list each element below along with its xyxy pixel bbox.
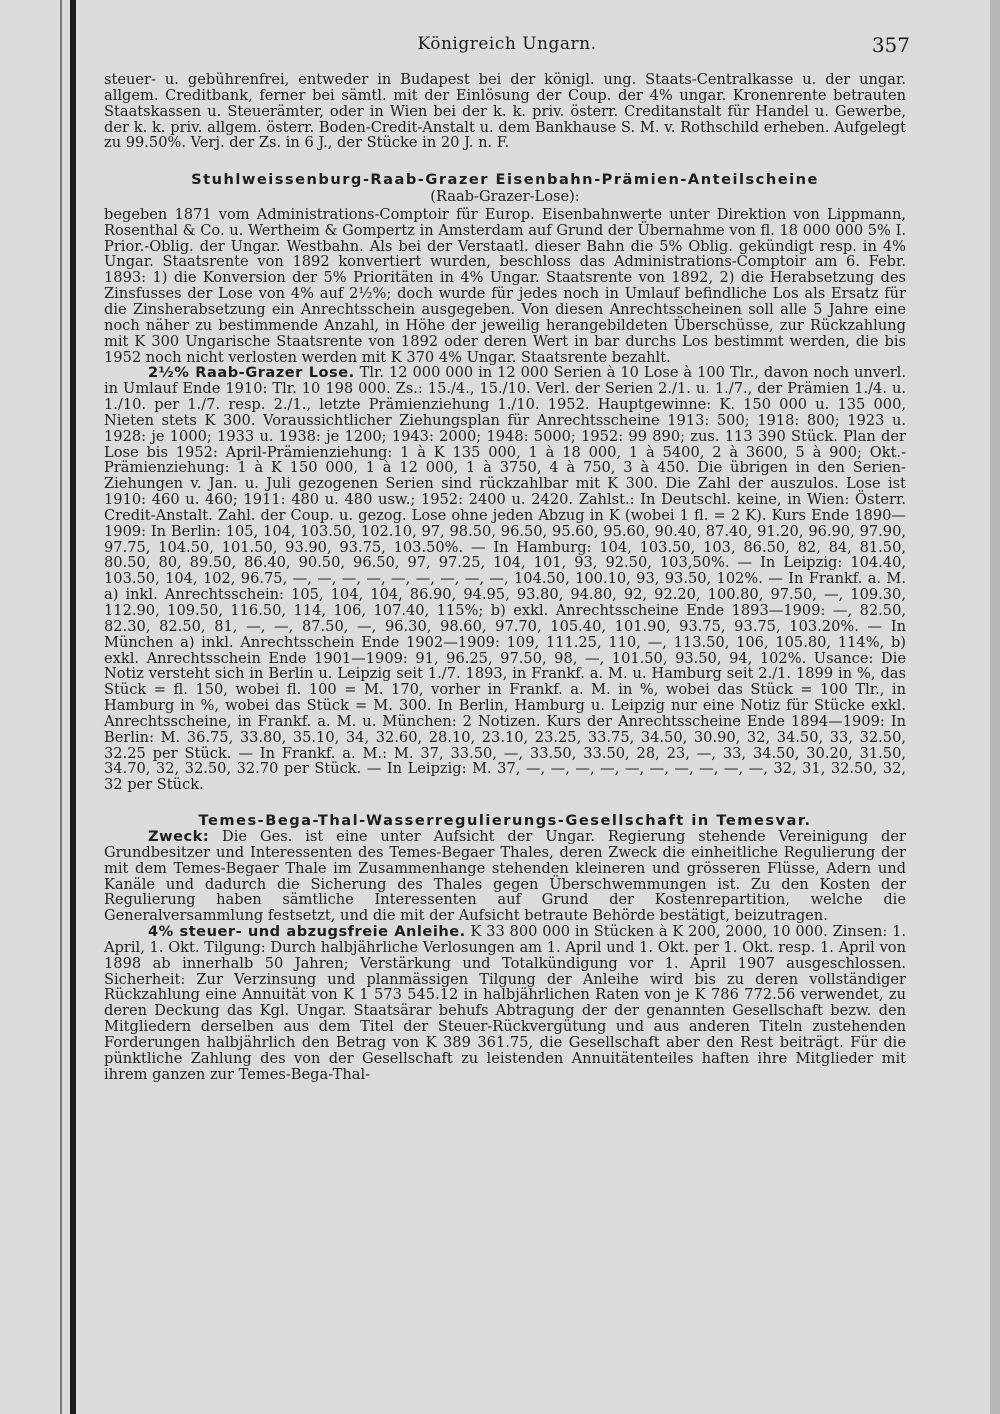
section-heading-raab-grazer: Stuhlweissenburg-Raab-Grazer Eisenbahn-Prämien-Anteilscheine xyxy=(191,171,819,189)
page-number: 357 xyxy=(871,33,910,57)
raab-grazer-history-paragraph: begeben 1871 vom Administrations-Comptoir für Europ. Eisenbahnwerte unter Direktion von Lippmann, Rosenthal & Co. u. Wertheim & Gompertz in Amsterdam auf Grund der Übernahme von fl. 18 000 000 5% I. Prior.-Oblig. der Ungar. Westbahn. Als bei der Verstaatl. dieser Bahn die 5% Oblig. gekündigt resp. in 4% Ungar. Staatsrente von 1892 konvertiert wurden, beschloss das Administrations-Comptoir am 6. Febr. 1893: 1) die Konversion der 5% Prioritäten in 4% Ungar. Staatsrente von 1892, 2) die Herabsetzung des Zinsfusses der Lose von 4% auf 2½%; doch wurde für jedes noch in Umlauf befindliche Los als Ersatz für die Zinsherabsetzung ein Anrechtsschein ausgegeben. Von diesen Anrechtsscheinen soll alle 5 Jahre eine noch näher zu bestimmende Anzahl, in Höhe der jeweilig herangebildeten Überschüsse, zur Rückzahlung mit K 300 Ungarische Staatsrente von 1892 oder deren Wert in bar durchs Los bestimmt werden, die bis 1952 noch nicht verlosten werden mit K 370 4% Ungar. Staatsrente bezahlt. xyxy=(104,205,906,366)
raab-grazer-lose-title: 2½% Raab-Grazer Lose. xyxy=(148,364,355,382)
temes-bega-purpose-label: Zweck: xyxy=(148,827,210,845)
temes-bega-purpose-text: Die Ges. ist eine unter Aufsicht der Ungar. Regierung stehende Vereinigung der Grundbesitzer und Interessenten des Temes-Begaer Thales, deren Zweck die einheitliche Regulierung der mit dem Temes-Begaer Thale im Zusammenhange stehenden kleineren und grösseren Flüsse, Adern und Kanäle und dadurch die Sicherung des Thales gegen Überschwemmungen ist. Zu den Kosten der Regulierung haben sämtliche Interessenten auf Grund der Kostenrepartition, welche die Generalversammlung festsetzt, und die mit der Aufsicht betraute Behörde bestätigt, beizutragen. xyxy=(104,827,906,925)
binding-edge xyxy=(70,0,76,1414)
page-header xyxy=(104,34,910,56)
temes-bega-loan-paragraph xyxy=(104,924,906,1082)
page-gutter-shadow xyxy=(60,0,62,1414)
raab-grazer-lose-paragraph xyxy=(104,365,906,793)
temes-bega-loan-title: 4% steuer- und abzugsfreie Anleihe. xyxy=(148,923,466,941)
raab-grazer-lose-text: Tlr. 12 000 000 in 12 000 Serien à 10 Lose à 100 Tlr., davon noch unverl. in Umlauf Ende 1910: Tlr. 10 198 000. Zs.: 15./4., 15./10. Verl. der Serien 2./1. u. 1./7., der Prämien 1./4. u. 1./10. per 1./7. resp. 2./1., letzte Prämienziehung 1./10. 1952. Hauptgewinne: K. 150 000 u. 135 000, Nieten stets K 300. Voraussichtlicher Ziehungsplan für Anrechtsscheine 1913: 500; 1918: 800; 1923 u. 1928: je 1000; 1933 u. 1938: je 1200; 1943: 2000; 1948: 5000; 1952: 99 890; zus. 113 390 Stück. Plan der Lose bis 1952: April-Prämienziehung: 1 à K 135 000, 1 à 18 000, 1 à 5400, 2 à 3600, 5 à 900; Okt.-Prämienziehung: 1 à K 150 000, 1 à 12 000, 1 à 3750, 4 à 750, 3 à 450. Die übrigen in den Serien-Ziehungen v. Jan. u. Juli gezogenen Serien sind rückzahlbar mit K 300. Die Zahl der auszulos. Lose ist 1910: 460 u. 460; 1911: 480 u. 480 usw.; 1952: 2400 u. 2420. Zahlst.: In Deutschl. keine, in Wien: Österr. Credit-Anstalt. Zahl. der Coup. u. gezog. Lose ohne jeden Abzug in K (wobei 1 fl. = 2 K). Kurs Ende 1890—1909: In Berlin: 105, 104, 103.50, 102.10, 97, 98.50, 96.50, 95.60, 95.60, 90.40, 87.40, 91.20, 96.90, 97.90, 97.75, 104.50, 101.50, 93.90, 93.75, 103.50%. — In Hamburg: 104, 103.50, 103, 86.50, 82, 84, 81.50, 80.50, 80, 89.50, 86.40, 90.50, 96.50, 97, 97.25, 104, 101, 93, 92.50, 103,50%. — In Leipzig: 104.40, 103.50, 104, 102, 96.75, —, —, —, —, —, —, —, —, —, 104.50, 100.10, 93, 93.50, 102%. — In Frankf. a. M. a) inkl. Anrechtsschein: 105, 104, 104, 86.90, 94.95, 93.80, 94.80, 92, 92.20, 100.80, 97.50, —, 109.30, 112.90, 109.50, 116.50, 114, 106, 107.40, 115%; b) exkl. Anrechtsscheine Ende 1893—1909: —, 82.50, 82.30, 82.50, 81, —, —, 87.50, —, 96.30, 98.60, 97.70, 105.40, 101.90, 93.75, 93.75, 103.20%. — In München a) inkl. Anrechtsschein Ende 1902—1909: 109, 111.25, 110, —, 113.50, 106, 105.80, 114%, b) exkl. Anrechtsschein Ende 1901—1909: 91, 96.25, 97.50, 98, —, 101.50, 93.50, 94, 102%. Usance: Die Notiz versteht sich in Berlin u. Leipzig seit 1./7. 1893, in Frankf. a. M. u. Hamburg seit 2./1. 1899 in %, das Stück = fl. 150, wobei fl. 100 = M. 170, vorher in Frankf. a. M. in %, wobei das Stück = 100 Tlr., in Hamburg in %, wobei das Stück = M. 300. In Berlin, Hamburg u. Leipzig nur eine Notiz für Stücke exkl. Anrechtsscheine, in Frankf. a. M. u. München: 2 Notizen. Kurs der Anrechtsscheine Ende 1894—1909: In Berlin: M. 36.75, 33.80, 35.10, 34, 32.60, 28.10, 23.10, 23.25, 33.75, 34.50, 30.90, 32, 34.50, 33, 32.50, 32.25 per Stück. — In Frankf. a. M.: M. 37, 33.50, —, 33.50, 33.50, 28, 23, —, 33, 34.50, 30.20, 31.50, 34.70, 32, 32.50, 32.70 per Stück. — In Leipzig: M. 37, —, —, —, —, —, —, —, —, —, —, 32, 31, 32.50, 32, 32 per Stück. xyxy=(104,364,906,794)
section-subheading-raab-grazer: (Raab-Grazer-Lose): xyxy=(430,188,580,206)
section-heading-temes-bega: Temes-Bega-Thal-Wasserregulierungs-Gesellschaft in Temesvar. xyxy=(198,812,812,830)
page-right-edge xyxy=(990,0,1000,1414)
running-title: Königreich Ungarn. xyxy=(417,34,597,54)
temes-bega-loan-text: K 33 800 000 in Stücken à K 200, 2000, 10 000. Zinsen: 1. April, 1. Okt. Tilgung: Durch halbjährliche Verlosungen am 1. April und 1. Okt. per 1. Okt. resp. 1. April von 1898 ab innerhalb 50 Jahren; Verstärkung und Totalkündigung vor 1. April 1907 ausgeschlossen. Sicherheit: Zur Verzinsung und planmässigen Tilgung der Anleihe wird bis zu deren vollständiger Rückzahlung eine Annuität von K 1 573 545.12 in halbjährlichen Raten von je K 786 772.56 verwendet, zu deren Deckung das Kgl. Ungar. Staatsärar behufs Abtragung der der genannten Gesellschaft bezw. den Mitgliedern derselben aus dem Titel der Steuer-Rückvergütung und aus anderen Titeln zustehenden Forderungen halbjährlich den Betrag von K 389 361.75, die Gesellschaft aber den Rest beiträgt. Für die pünktliche Zahlung des von der Gesellschaft zu leistenden Annuitätenteiles haften ihre Mitglieder mit ihrem ganzen zur Temes-Bega-Thal- xyxy=(104,923,907,1083)
intro-paragraph: steuer- u. gebührenfrei, entweder in Budapest bei der königl. ung. Staats-Centralkasse u. der ungar. allgem. Creditbank, ferner bei sämtl. mit der Einlösung der Coup. der 4% ungar. Kronenrente betrauten Staatskassen u. Steuerämter, oder in Wien bei der k. k. priv. österr. Creditanstalt für Handel u. Gewerbe, der k. k. priv. allgem. österr. Boden-Credit-Anstalt u. dem Bankhause S. M. v. Rothschild erheben. Aufgelegt zu 99.50%. Verj. der Zs. in 6 J., der Stücke in 20 J. n. F. xyxy=(104,71,906,152)
temes-bega-purpose-paragraph xyxy=(104,829,906,924)
page-body xyxy=(104,72,906,1082)
